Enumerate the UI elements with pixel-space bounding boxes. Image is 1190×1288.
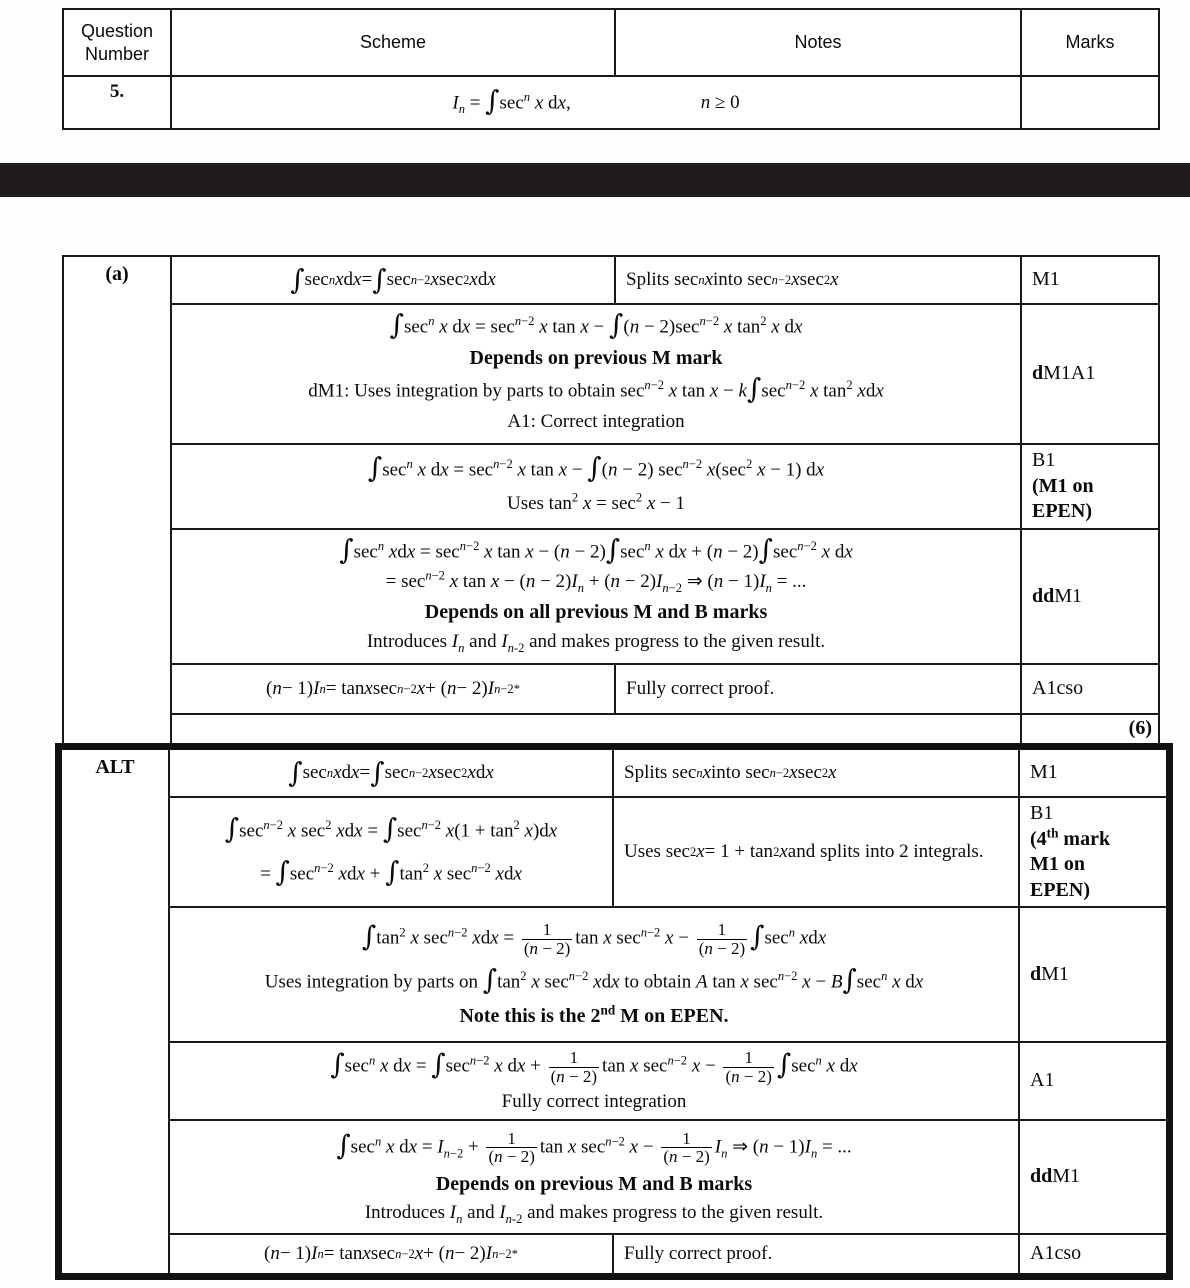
a-r2-scheme-notes (172, 305, 1020, 443)
a-r5-marks: A1cso (1022, 665, 1158, 713)
alt-r4-line1: $\int\sec^n$ x dx = $\int\sec^{n-2}$ x dx + $\frac{1}{(n - 2)}$ tan x $\sec^{n-2} x$ − $\frac{1}{(n - 2)}$ $\int\sec^n$ x dx (330, 1048, 858, 1087)
a-r3-line2: Uses $\tan^2 x = \sec^2 x - 1$ (506, 490, 685, 514)
alt-r4-marks: A1 (1020, 1043, 1166, 1119)
alt-r3-line2: Uses integration by parts on $\int\tan^2$ x $\sec^{n-2}$ xdx to obtain A tan x $\sec^{n-2} x - B\int\sec^n$ x dx (264, 963, 924, 996)
a-r4-scheme-notes (172, 530, 1020, 663)
column-header-marks: Marks (1022, 10, 1158, 75)
alt-r5-line3: Introduces $I_n$ and $I_{n-2}$ and makes progress to the given result. (364, 1202, 824, 1227)
alt-r5-line2: Depends on previous M and B marks (435, 1172, 753, 1195)
alt-r6-notes: Fully correct proof. (614, 1235, 1018, 1273)
a-r5-notes: Fully correct proof. (616, 665, 1020, 713)
a-r4-line3: Depends on all previous M and B marks (424, 600, 768, 623)
column-header-scheme: Scheme (172, 10, 614, 75)
a-r6-total-marks: (6) (1022, 715, 1158, 743)
a-r4-marks: dd M1 (1022, 530, 1158, 663)
question-definition-cell (172, 77, 1020, 128)
alt-r6-marks: A1cso (1020, 1235, 1166, 1273)
alt-label: ALT (62, 750, 168, 1273)
a-r1-scheme: ∫ sec n x d x = ∫ sec n−2 x sec 2 x d x (172, 257, 614, 303)
a-r2-line1: $\int\sec^n$ x dx = $\sec^{n-2} x$ $\tan x - \int(n - 2)\sec^{n-2}$ x $\tan^2 x$ dx (389, 309, 803, 342)
a-r6-empty (172, 715, 1020, 743)
alt-r2-notes: Uses sec 2 x = 1 + tan 2 x and splits into 2 integrals. (614, 798, 1018, 906)
a-r2-line3: dM1: Uses integration by parts to obtain $\sec^{n-2} x$ $\tan x - k\int\sec^{n-2}$ x $\tan^2$ xdx (308, 372, 884, 405)
part-a-table (62, 255, 1160, 745)
a-r4-line4: Introduces $I_n$ and $I_{n-2}$ and makes progress to the given result. (366, 631, 826, 656)
a-r5-scheme: ( n − 1) I n = tan x sec n−2 x + ( n − 2) I n−2 * (172, 665, 614, 713)
a-r2-marks: d M1A1 (1022, 305, 1158, 443)
definition-formula: $I_n = \int\sec^n$ x dx, (452, 84, 571, 117)
condition-formula: n ≥ 0 (700, 91, 740, 113)
a-r3-scheme-notes (172, 445, 1020, 528)
column-header-notes: Notes (616, 10, 1020, 75)
a-r3-line1: $\int\sec^n$ x dx = $\sec^{n-2} x$ tan x − ∫(n − 2) $\sec^{n-2} x(\sec^2$ x − 1) dx (367, 452, 825, 485)
alt-r4-scheme-notes (170, 1043, 1018, 1119)
alt-r1-scheme: ∫ sec n x d x = ∫ sec n−2 x sec 2 x d x (170, 750, 612, 796)
a-r4-line1: $\int\sec^n$ xdx = $\sec^{n-2} x$ $\tan x - (n - 2)\int\sec^n$ x dx + $(n - 2)\int\sec^{n-2}$ x dx (339, 533, 853, 566)
alt-table (55, 743, 1173, 1280)
column-header-question-number: Question Number (64, 10, 170, 75)
alt-r4-line2: Fully correct integration (501, 1090, 687, 1112)
alt-r1-marks: M1 (1020, 750, 1166, 796)
a-r2-line2: Depends on previous M mark (469, 347, 723, 370)
a-r3-marks: B1 (M1 on EPEN) (1022, 445, 1158, 528)
alt-r2-line2: = $\int\sec^{n-2}$ xdx + $\int\tan^2$ x $\sec^{n-2}$ xdx (260, 855, 522, 888)
alt-r5-line1: $\int\sec^n$ x dx = $I_{n-2}$ + $\frac{1}{(n - 2)}$ tan x $\sec^{n-2} x$ − $\frac{1}{(n - 2)}$ $I_n$ ⇒ $(n - 1)I_n$ = ... (336, 1128, 852, 1167)
alt-r2-line1: $\int\sec^{n-2}$ x $\sec^2$ xdx = $\int\sec^{n-2}$ $x(1 + \tan^2 x)dx$ (224, 813, 558, 846)
question-header-table (62, 8, 1160, 130)
a-r2-line4: A1: Correct integration (507, 410, 685, 432)
question-number: 5. (64, 77, 170, 128)
alt-r1-notes: Splits sec n x into sec n−2 x sec 2 x (614, 750, 1018, 796)
alt-r3-scheme-notes (170, 908, 1018, 1041)
alt-r3-line1: $\int\tan^2$ x $\sec^{n-2}$ xdx = $\frac{1}{(n - 2)}$ tan x $\sec^{n-2} x$ − $\frac{1}{(n - 2)}$ $\int\sec^n$ xdx (361, 920, 827, 959)
alt-r2-marks: B1 (4th mark M1 on EPEN) (1020, 798, 1166, 906)
a-r1-marks: M1 (1022, 257, 1158, 303)
alt-r2-scheme (170, 798, 612, 906)
alt-r3-line3: Note this is the 2nd M on EPEN. (459, 1001, 729, 1027)
alt-r5-scheme-notes (170, 1121, 1018, 1233)
alt-r3-marks: d M1 (1020, 908, 1166, 1041)
alt-r6-scheme: ( n − 1) I n = tan x sec n−2 x + ( n − 2) I n−2 * (170, 1235, 612, 1273)
part-a-label: (a) (64, 257, 170, 743)
separator-bar (0, 163, 1190, 197)
a-r1-notes: Splits sec n x into sec n−2 x sec 2 x (616, 257, 1020, 303)
marks-empty-cell (1022, 77, 1158, 128)
a-r4-line2: = $\sec^{n-2} x$ $\tan x - (n - 2)I_n + (n - 2)I_{n-2}$ ⇒ $(n - 1)I_n$ = ... (385, 569, 807, 596)
alt-r5-marks: dd M1 (1020, 1121, 1166, 1233)
